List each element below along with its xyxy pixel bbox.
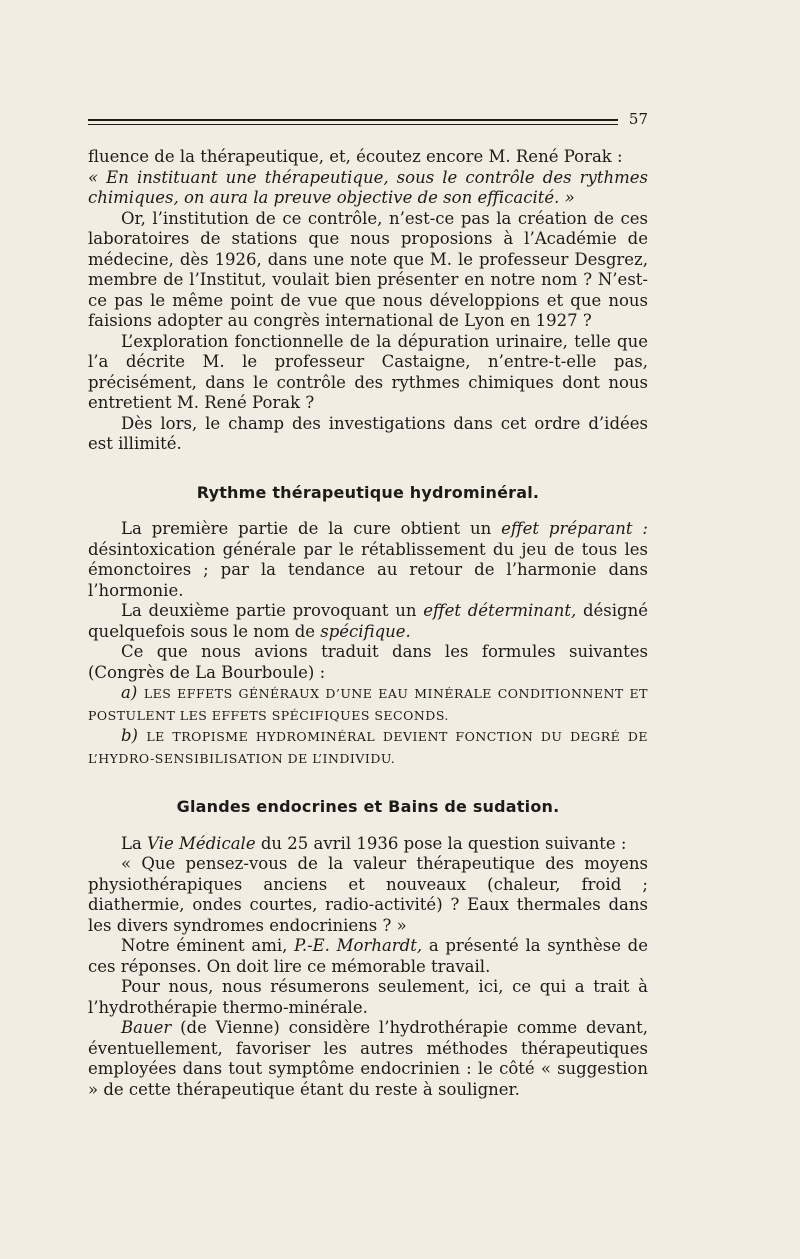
list-item-a	[88, 683, 648, 726]
page-header	[88, 110, 648, 130]
text-run: La deuxième partie provoquant un	[121, 601, 424, 620]
paragraph	[88, 1018, 648, 1100]
paragraph: Ce que nous avions traduit dans les formules suivantes (Congrès de La Bourboule) :	[88, 642, 648, 682]
text-run: désigné quelquefois sous le nom de	[88, 601, 648, 641]
paragraph: Pour nous, nous résumerons seulement, ici, ce qui a trait à l’hydrothérapie thermo-minérale.	[88, 977, 648, 1017]
emphasis: P.-E. Morhardt,	[294, 936, 423, 955]
list-marker: b)	[121, 726, 138, 745]
emphasis: Vie Médicale	[147, 833, 256, 853]
list-item-b	[88, 726, 648, 769]
text-run: du 25 avril 1936 pose la question suivante :	[255, 833, 627, 853]
page-number: 57	[628, 110, 648, 128]
paragraph: « Que pensez-vous de la valeur thérapeutique des moyens physiothérapiques anciens et nouveaux (chaleur, froid ; diathermie, ondes courtes, radio-activité) ? Eaux thermales dans les divers syndromes endocriniens ? »	[88, 854, 648, 935]
paragraph: L’exploration fonctionnelle de la dépuration urinaire, telle que l’a décrite M. le professeur Castaigne, n’entre-t-elle pas, précisément, dans le contrôle des rythmes chimiques dont nous entretient M. René Porak ?	[88, 331, 648, 412]
page-body	[88, 147, 648, 1100]
emphasis: spécifique.	[320, 621, 411, 641]
header-rule-thin	[88, 124, 618, 125]
text-run: Notre éminent ami,	[121, 936, 295, 955]
list-item-text: LES EFFETS GÉNÉRAUX D’UNE EAU MINÉRALE CONDITIONNENT ET POSTULENT LES EFFETS SPÉCIFIQUES SECONDS.	[88, 686, 648, 723]
emphasis: effet préparant :	[501, 519, 648, 538]
emphasis: Bauer	[121, 1018, 172, 1037]
text-run: désintoxication générale par le rétablissement du jeu de tous les émonctoires ; par la tendance au retour de l’harmonie dans l’hormonie.	[88, 539, 648, 600]
paragraph: Or, l’institution de ce contrôle, n’est-ce pas la création de ces laboratoires de stations que nous proposions à l’Académie de médecine, dès 1926, dans une note que M. le professeur Desgrez, membre de l’Institut, voulait bien présenter en notre nom ? N’est-ce pas le même point de vue que nous développions et que nous faisions adopter au congrès international de Lyon en 1927 ?	[88, 208, 648, 330]
paragraph	[88, 834, 648, 855]
paragraph: fluence de la thérapeutique, et, écoutez encore M. René Porak :	[88, 147, 623, 166]
text-run: (de Vienne) considère l’hydrothérapie comme devant, éventuellement, favoriser les autres méthodes thérapeutiques employées dans tout symptôme endocrinien : le côté « suggestion » de cette thérapeutique étant du reste à souligner.	[88, 1018, 648, 1099]
section-heading: Glandes endocrines et Bains de sudation.	[176, 797, 560, 816]
paragraph	[88, 519, 648, 601]
header-rule	[88, 119, 618, 121]
list-marker: a)	[121, 683, 138, 702]
emphasis: effet déterminant,	[423, 601, 577, 620]
quote-text: « En instituant une thérapeutique, sous le contrôle des rythmes chimiques, on aura la preuve objective de son efficacité. »	[88, 167, 648, 207]
paragraph	[88, 601, 648, 642]
text-run: a présenté la synthèse de ces réponses. On doit lire ce mémorable travail.	[88, 936, 648, 976]
list-item-text: LE TROPISME HYDROMINÉRAL DEVIENT FONCTION DU DEGRÉ DE L’HYDRO-SENSIBILISATION DE L’INDIVIDU.	[88, 729, 648, 766]
text-run: La première partie de la cure obtient un	[121, 519, 502, 538]
paragraph	[88, 936, 648, 977]
paragraph: Dès lors, le champ des investigations dans cet ordre d’idées est illimité.	[88, 413, 648, 453]
quotation	[88, 168, 648, 209]
text-run: La	[121, 833, 148, 853]
section-heading: Rythme thérapeutique hydrominéral.	[196, 482, 540, 502]
